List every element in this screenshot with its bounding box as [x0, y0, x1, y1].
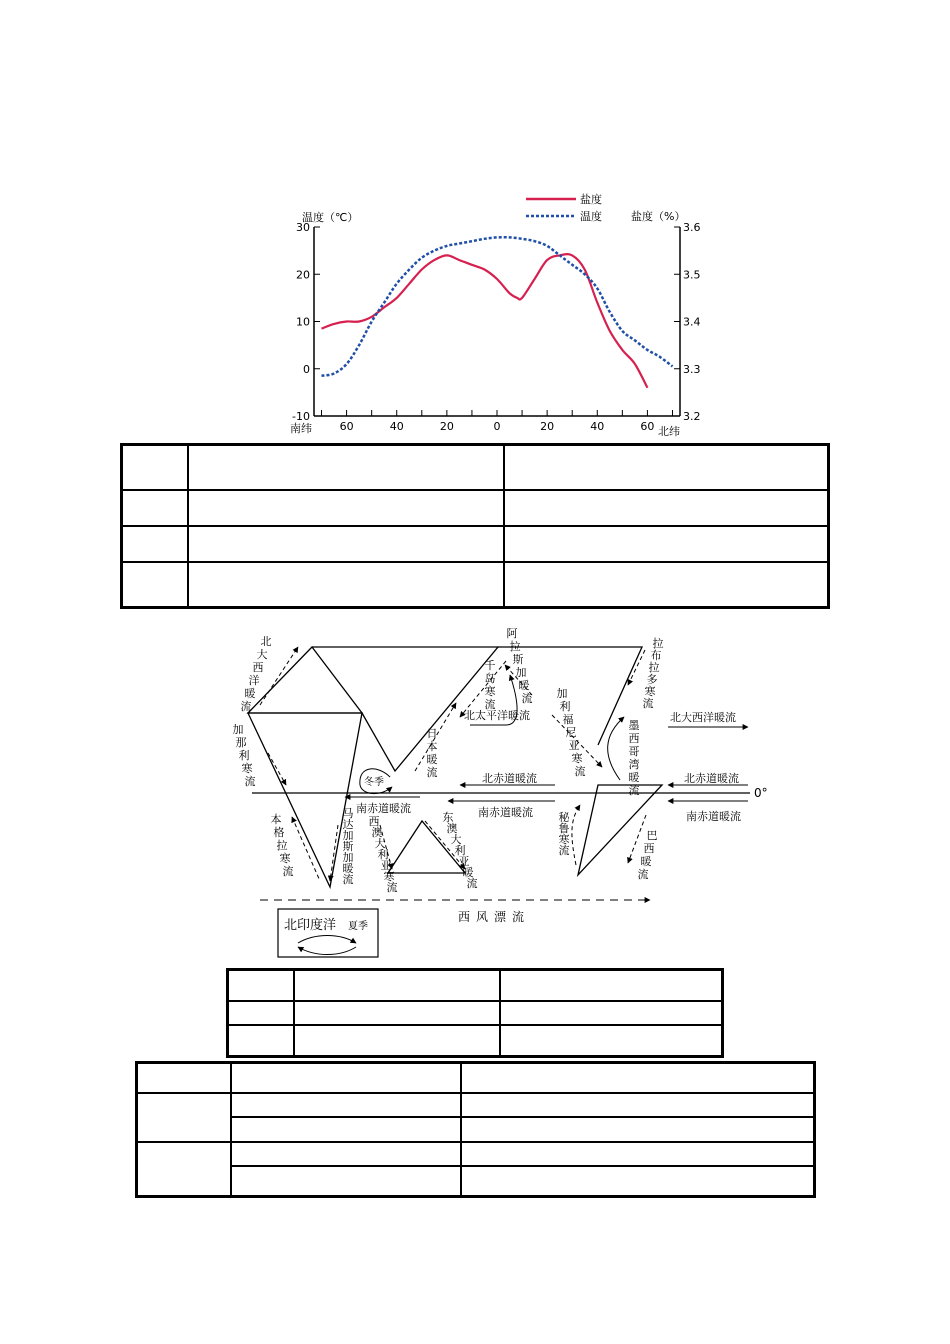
table-cell	[231, 1166, 461, 1196]
canary-cold-arrow	[268, 753, 286, 785]
table-3	[135, 1061, 816, 1198]
north-indian-ocean-label: 北印度洋	[284, 918, 337, 933]
west-wind-drift-label: 西风漂流	[458, 910, 531, 924]
table-cell	[122, 490, 188, 526]
table-cell	[294, 1001, 500, 1026]
temperature-series-line	[322, 237, 673, 376]
table-row	[137, 1142, 815, 1166]
left-tick-label: 30	[296, 221, 310, 234]
brazil-warm-label: 巴西暖流	[637, 829, 658, 881]
california-cold-label: 加利福尼亚寒流	[556, 687, 586, 778]
right-tick-label: 3.4	[683, 315, 701, 329]
left-tick-label: 10	[296, 315, 310, 329]
table-cell	[228, 970, 294, 1001]
north-equatorial-mid-label: 北赤道暖流	[482, 772, 537, 785]
table-cell	[188, 445, 504, 490]
labrador-cold-label: 拉布拉多寒流	[642, 637, 664, 710]
ocean-current-map	[220, 625, 780, 965]
temperature-salinity-chart	[288, 187, 718, 439]
salinity-series-line	[322, 254, 648, 388]
kuroshio-warm-label: 日本暖流	[426, 727, 438, 779]
table-cell	[500, 1025, 723, 1056]
table-cell	[294, 1025, 500, 1056]
x-right-end-label: 北纬	[658, 425, 680, 438]
table-cell	[294, 970, 500, 1001]
table-row	[122, 562, 829, 607]
legend-temperature-label: 温度	[580, 210, 602, 223]
table-cell	[231, 1093, 461, 1117]
mozambique-warm-label: 马达加斯加暖流	[342, 807, 354, 886]
left-axis-title: 温度（℃）	[302, 211, 359, 224]
x-tick-label: 20	[439, 420, 454, 433]
right-tick-label: 3.3	[683, 362, 701, 376]
table-cell	[500, 1001, 723, 1026]
table-row	[137, 1166, 815, 1196]
table-cell	[500, 970, 723, 1001]
peru-cold-label: 秘鲁寒流	[558, 811, 570, 857]
gulf-stream-warm-label: 墨西哥湾暖流	[628, 719, 640, 797]
labrador-cold-arrow	[628, 650, 645, 685]
table-cell	[461, 1166, 815, 1196]
table-cell	[228, 1025, 294, 1056]
left-tick-label: -10	[292, 410, 310, 423]
legend-salinity-label: 盐度	[580, 193, 602, 206]
table-cell	[231, 1117, 461, 1141]
table-cell	[461, 1142, 815, 1166]
x-left-end-label: 南纬	[290, 422, 312, 435]
west-australia-cold-label: 西澳大利亚寒流	[368, 815, 398, 894]
right-tick-label: 3.6	[683, 221, 701, 234]
table-row	[122, 490, 829, 526]
table-cell	[231, 1142, 461, 1166]
table-cell	[137, 1063, 231, 1093]
x-tick-label: 60	[339, 420, 354, 433]
table-cell	[188, 526, 504, 562]
summer-season-label: 夏季	[348, 921, 368, 932]
table-cell	[188, 562, 504, 607]
table-cell	[461, 1117, 815, 1141]
x-tick-label: 20	[540, 420, 555, 433]
north-pacific-warm-label: 北太平洋暖流	[464, 709, 530, 722]
table-row	[122, 445, 829, 490]
table-row	[228, 970, 723, 1001]
south-equatorial-mid-label: 南赤道暖流	[478, 806, 533, 819]
table-row	[122, 526, 829, 562]
table-cell	[504, 445, 829, 490]
table-cell	[231, 1063, 461, 1093]
right-axis-title: 盐度（%）	[631, 210, 686, 223]
table-row	[228, 1001, 723, 1026]
summer-monsoon-arrow-back	[298, 947, 356, 955]
north-atlantic-warm-label-right: 北大西洋暖流	[670, 711, 736, 724]
north-indian-ocean-box	[278, 909, 378, 957]
right-tick-label: 3.5	[683, 268, 701, 282]
gulf-stream-warm-arrow	[608, 717, 624, 780]
south-equatorial-left-label: 南赤道暖流	[356, 802, 411, 815]
peru-cold-arrow	[572, 805, 580, 865]
table-cell	[504, 526, 829, 562]
benguela-cold-arrow	[292, 817, 320, 881]
table-row	[137, 1063, 815, 1093]
table-row	[137, 1093, 815, 1117]
winter-season-label: 冬季	[364, 777, 384, 788]
table-cell	[122, 526, 188, 562]
table-cell	[137, 1142, 231, 1197]
canary-cold-label: 加那利寒流	[232, 723, 256, 788]
alaska-warm-label: 阿拉斯加暖流	[506, 627, 533, 705]
table-cell	[122, 562, 188, 607]
table-1	[120, 443, 830, 609]
x-tick-label: 40	[389, 420, 404, 433]
right-tick-label: 3.2	[683, 410, 701, 423]
table-cell	[461, 1093, 815, 1117]
table-cell	[188, 490, 504, 526]
table-cell	[461, 1063, 815, 1093]
benguela-cold-label: 本格拉寒流	[270, 813, 294, 878]
summer-monsoon-arrow	[298, 936, 356, 944]
table-cell	[504, 562, 829, 607]
north-atlantic-warm-label-left: 北大西洋暖流	[240, 635, 272, 713]
table-2	[226, 968, 724, 1058]
equator-label: 0°	[754, 786, 768, 800]
table-row	[137, 1117, 815, 1141]
south-equatorial-right-label: 南赤道暖流	[686, 810, 741, 823]
north-equatorial-right-label: 北赤道暖流	[684, 772, 739, 785]
left-tick-label: 0	[303, 362, 310, 376]
x-tick-label: 40	[590, 420, 605, 433]
table-row	[228, 1025, 723, 1056]
oyashio-cold-label: 千岛寒流	[484, 659, 496, 711]
left-tick-label: 20	[296, 268, 310, 282]
east-australia-warm-label: 东澳大利亚暖流	[442, 811, 478, 890]
table-cell	[228, 1001, 294, 1026]
x-tick-label: 60	[640, 420, 655, 433]
table-cell	[137, 1093, 231, 1142]
table-cell	[504, 490, 829, 526]
x-tick-label: 0	[493, 420, 501, 433]
table-cell	[122, 445, 188, 490]
